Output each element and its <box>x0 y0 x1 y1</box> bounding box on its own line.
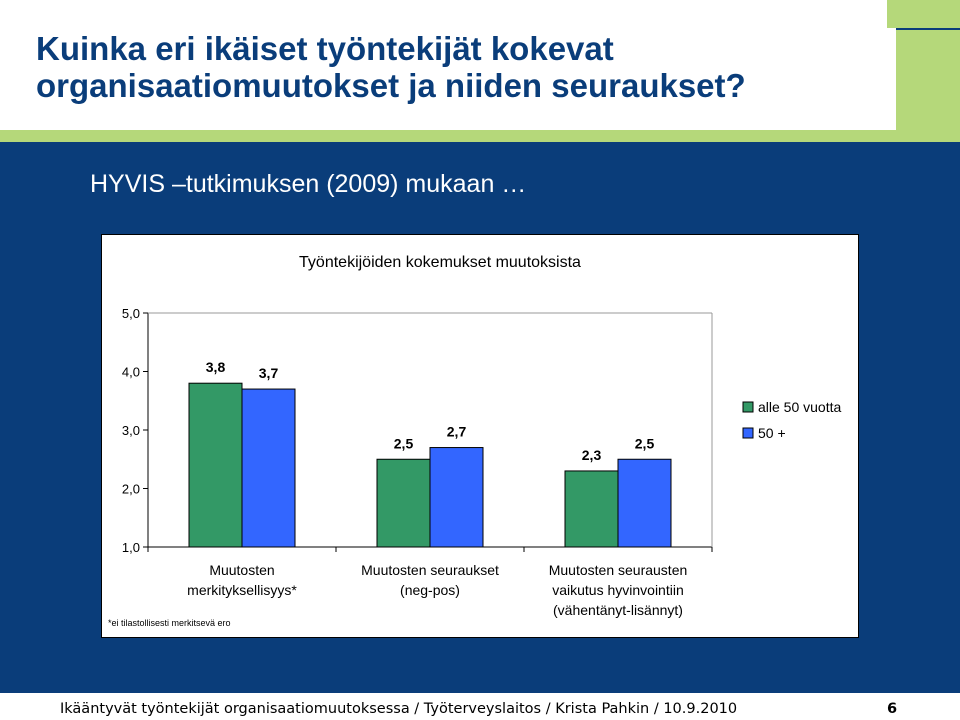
footer-text: Ikääntyvät työntekijät organisaatiomuutoksessa / Työterveyslaitos / Krista Pahkin / 10.9.2010 <box>60 701 738 717</box>
y-tick-label: 5,0 <box>121 306 140 321</box>
accent-block-right <box>896 30 960 140</box>
y-tick-label: 4,0 <box>121 364 140 380</box>
y-tick-label: 1,0 <box>121 540 140 555</box>
data-label: 3,7 <box>258 365 279 382</box>
slide-subtitle: HYVIS –tutkimuksen (2009) mukaan … <box>90 170 527 198</box>
bar-under50 <box>377 459 430 547</box>
category-label: merkityksellisyys* <box>187 582 297 598</box>
category-label: Muutosten seuraukset <box>361 562 499 578</box>
y-tick-label: 2,0 <box>121 481 140 497</box>
legend-swatch <box>743 428 753 438</box>
legend-swatch <box>743 402 753 412</box>
data-label: 2,5 <box>634 435 655 452</box>
slide-title: Kuinka eri ikäiset työntekijät kokevat organisaatiomuutokset ja niiden seuraukset? <box>36 30 746 104</box>
bar-chart <box>102 235 858 637</box>
page-number: 6 <box>887 701 898 717</box>
footnote: *ei tilastollisesti merkitsevä ero <box>108 618 231 628</box>
category-label: (vähentänyt-lisännyt) <box>553 602 683 618</box>
bar-over50 <box>242 389 295 547</box>
category-label: Muutosten seurausten <box>548 562 688 578</box>
bar-over50 <box>430 448 483 547</box>
accent-bar-top <box>887 0 960 28</box>
chart-title: Työntekijöiden kokemukset muutoksista <box>299 254 581 271</box>
chart-container <box>101 234 859 638</box>
y-tick-label: 3,0 <box>121 423 140 438</box>
accent-strip <box>0 130 960 142</box>
category-label: (neg-pos) <box>400 582 460 598</box>
bar-under50 <box>565 471 618 547</box>
legend-label: 50 + <box>758 425 786 441</box>
data-label: 2,3 <box>581 446 602 463</box>
data-label: 2,7 <box>446 423 467 440</box>
bar-under50 <box>189 383 242 547</box>
category-label: vaikutus hyvinvointiin <box>552 582 684 598</box>
legend-label: alle 50 vuotta <box>758 399 842 415</box>
bar-over50 <box>618 459 671 547</box>
data-label: 3,8 <box>205 359 226 376</box>
data-label: 2,5 <box>393 435 414 452</box>
category-label: Muutosten <box>209 562 275 578</box>
